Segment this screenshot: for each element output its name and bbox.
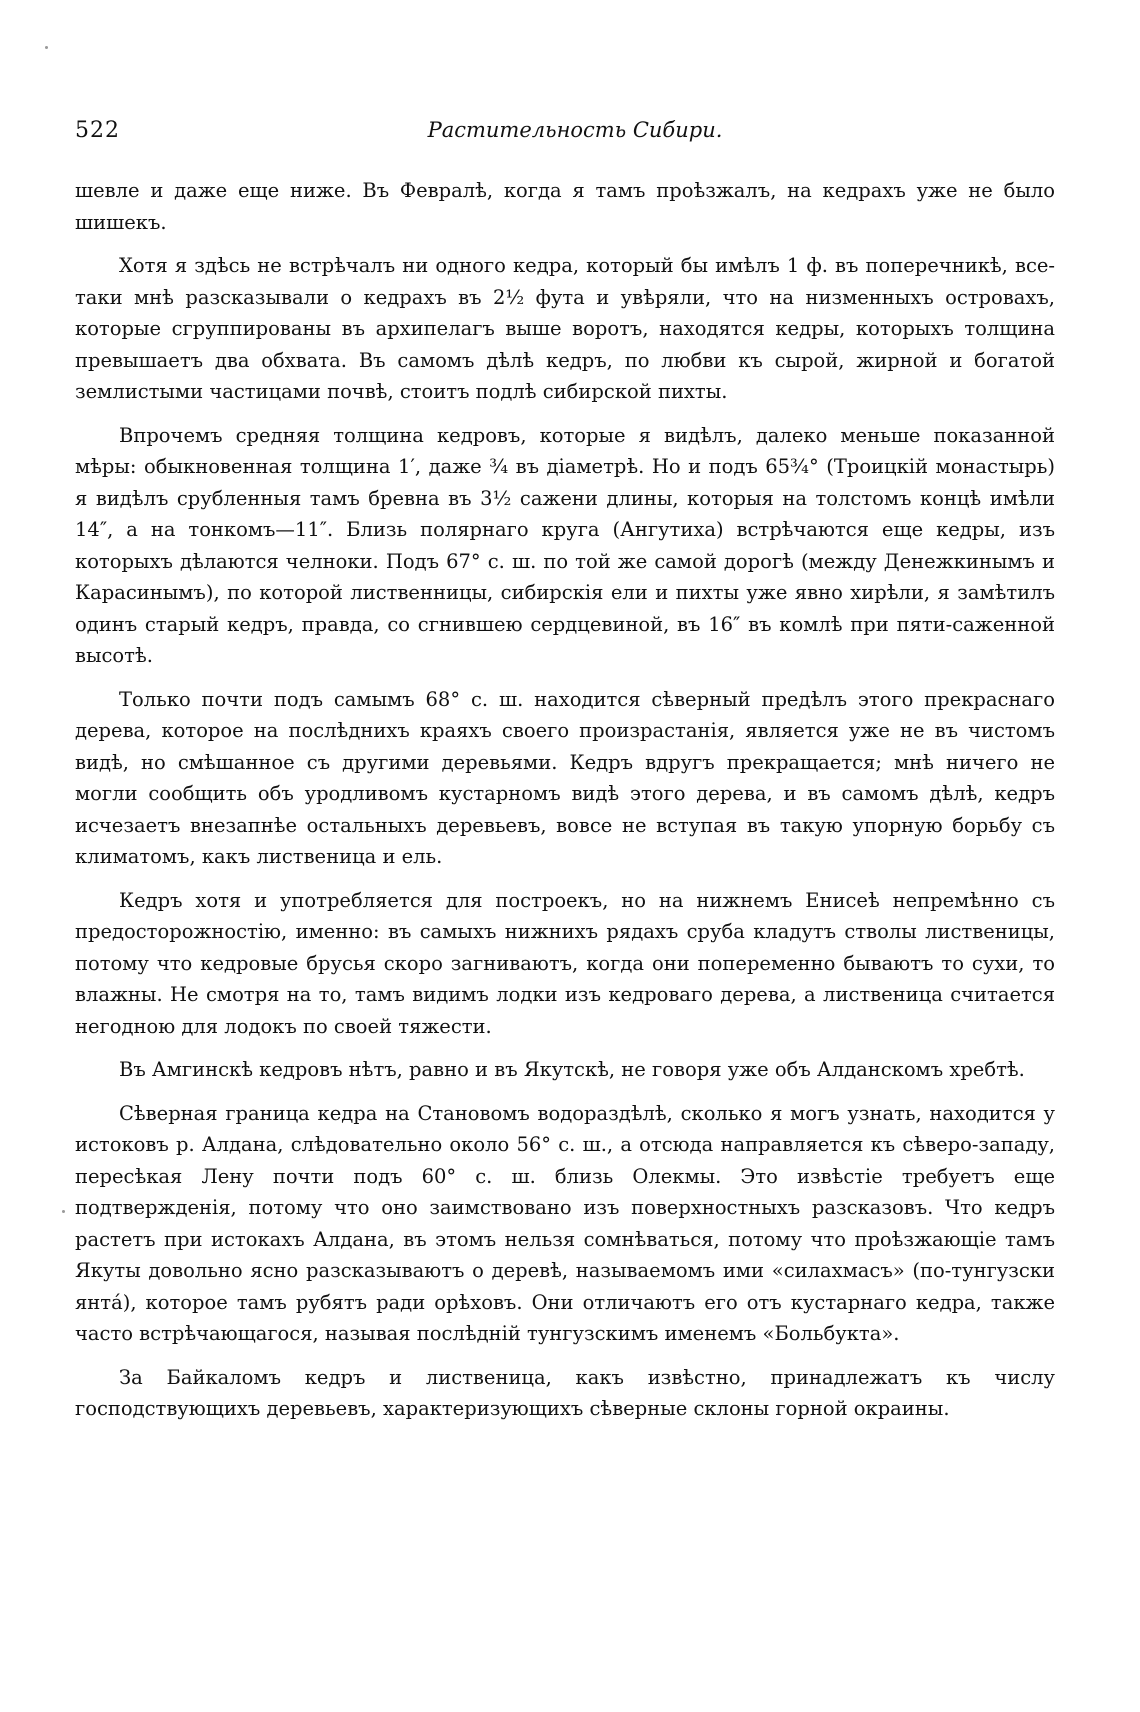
paragraph: За Байкаломъ кедръ и лиственица, какъ извѣстно, принадлежатъ къ числу господствующихъ деревьевъ, характеризующихъ сѣверные склоны горной окраины. — [75, 1365, 1055, 1420]
paragraph: Впрочемъ средняя толщина кедровъ, которые я видѣлъ, далеко меньше показанной мѣры: обыкновенная толщина 1′, даже ¾ въ діаметрѣ. Но и подъ 65¾° (Троицкій монастырь) я видѣлъ срубленныя тамъ бревна въ 3½ сажени длины, которыя на толстомъ концѣ имѣли 14″, а на тонкомъ—11″. Близь полярнаго круга (Ангутиха) встрѣчаются еще кедры, изъ которыхъ дѣлаются челноки. Подъ 67° с. ш. по той же самой дорогѣ (между Денежкинымъ и Карасинымъ), по которой лиственницы, сибирскія ели и пихты уже явно хирѣли, я замѣтилъ одинъ старый кедръ, правда, со сгнившею сердцевиной, въ 16″ въ комлѣ при пяти-саженной высотѣ. — [75, 423, 1055, 667]
paragraph: Въ Амгинскѣ кедровъ нѣтъ, равно и въ Якутскѣ, не говоря уже объ Алданскомъ хребтѣ. — [119, 1058, 1025, 1081]
page-header — [75, 118, 1055, 150]
paragraph: Только почти подъ самымъ 68° с. ш. находится сѣверный предѣлъ этого прекраснаго дерева, которое на послѣднихъ краяхъ своего произрастанія, является уже не въ чистомъ видѣ, но смѣшанное съ другими деревьями. Кедръ вдругъ прекращается; мнѣ ничего не могли сообщить объ уродливомъ кустарномъ видѣ этого дерева, и въ самомъ дѣлѣ, кедръ исчезаетъ внезапнѣе остальныхъ деревьевъ, вовсе не вступая въ такую упорную борьбу съ климатомъ, какъ лиственица и ель. — [75, 687, 1055, 868]
paragraph: шевле и даже еще ниже. Въ Февралѣ, когда я тамъ проѣзжалъ, на кедрахъ уже не было шишекъ. — [75, 179, 1055, 234]
scan-speck — [45, 46, 48, 49]
page-number: 522 — [75, 118, 120, 143]
paragraph: Хотя я здѣсь не встрѣчалъ ни одного кедра, который бы имѣлъ 1 ф. въ поперечникѣ, все-таки мнѣ разсказывали о кедрахъ въ 2½ фута и увѣряли, что на низменныхъ островахъ, которые сгруппированы въ архипелагъ выше воротъ, находятся кедры, которыхъ толщина превышаетъ два обхвата. Въ самомъ дѣлѣ кедръ, по любви къ сырой, жирной и богатой землистыми частицами почвѣ, стоитъ подлѣ сибирской пихты. — [75, 254, 1055, 403]
running-title: Растительность Сибири. — [427, 118, 723, 142]
paragraph: Сѣверная граница кедра на Становомъ водораздѣлѣ, сколько я могъ узнать, находится у истоковъ р. Алдана, слѣдовательно около 56° с. ш., а отсюда направляется къ сѣверо-западу, пересѣкая Лену почти подъ 60° с. ш. близь Олекмы. Это извѣстіе требуетъ еще подтвержденія, потому что оно заимствовано изъ поверхностныхъ разсказовъ. Что кедръ растетъ при истокахъ Алдана, въ этомъ нельзя сомнѣваться, потому что проѣзжающіе тамъ Якуты довольно ясно разсказываютъ о деревѣ, называемомъ ими «силахмасъ» (по-тунгузски янта́), которое тамъ рубятъ ради орѣховъ. Они отличаютъ его отъ кустарнаго кедра, также часто встрѣчающагося, называя послѣдній тунгузскимъ именемъ «Больбукта». — [75, 1101, 1055, 1345]
paragraph: Кедръ хотя и употребляется для построекъ, но на нижнемъ Енисеѣ непремѣнно съ предосторожностію, именно: въ самыхъ нижнихъ рядахъ сруба кладутъ стволы лиственицы, потому что кедровые брусья скоро загниваютъ, когда они попеременно бываютъ то сухи, то влажны. Не смотря на то, тамъ видимъ лодки изъ кедроваго дерева, а лиственица считается негодною для лодокъ по своей тяжести. — [75, 888, 1055, 1038]
body-text — [75, 175, 1055, 1437]
scan-speck — [62, 1210, 65, 1213]
